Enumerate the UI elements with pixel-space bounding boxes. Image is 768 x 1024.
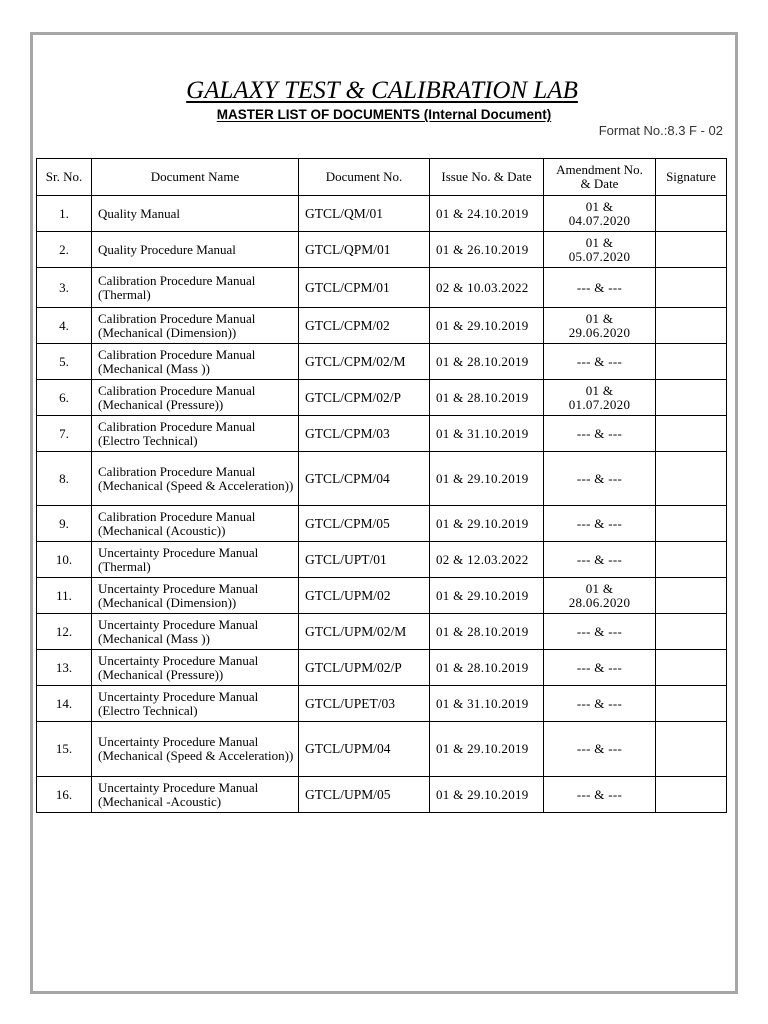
signature-cell[interactable] <box>656 578 727 614</box>
amendment-cell <box>544 344 656 380</box>
amendment-no: --- & --- <box>576 515 623 531</box>
sr-no-cell: 2. <box>37 232 92 268</box>
amendment-date: 05.07.2020 <box>568 248 631 264</box>
sr-no-cell: 3. <box>37 268 92 308</box>
amendment-date: 01.07.2020 <box>568 396 631 412</box>
amendment-cell <box>544 542 656 578</box>
amendment-cell <box>544 232 656 268</box>
amendment-no: --- & --- <box>576 786 623 802</box>
issue-cell: 01 & 29.10.2019 <box>430 452 544 506</box>
amendment-cell <box>544 268 656 308</box>
signature-cell[interactable] <box>656 452 727 506</box>
table-row <box>37 506 727 542</box>
sr-no-cell: 15. <box>37 722 92 777</box>
amendment-cell <box>544 722 656 777</box>
issue-cell: 01 & 28.10.2019 <box>430 380 544 416</box>
issue-cell: 01 & 29.10.2019 <box>430 777 544 813</box>
document-no-cell: GTCL/UPM/02/P <box>299 650 430 686</box>
amendment-no: --- & --- <box>576 659 623 675</box>
document-name-cell: Calibration Procedure Manual (Mechanical (Mass )) <box>92 344 299 380</box>
table-row <box>37 650 727 686</box>
issue-cell: 01 & 24.10.2019 <box>430 196 544 232</box>
table-row <box>37 722 727 777</box>
signature-cell[interactable] <box>656 308 727 344</box>
document-no-cell: GTCL/CPM/03 <box>299 416 430 452</box>
table-header-row <box>37 159 727 196</box>
amendment-cell <box>544 452 656 506</box>
signature-cell[interactable] <box>656 777 727 813</box>
document-name-cell: Quality Procedure Manual <box>92 232 299 268</box>
amendment-no: --- & --- <box>576 279 623 295</box>
amendment-no: --- & --- <box>576 741 623 756</box>
document-name-cell: Calibration Procedure Manual (Mechanical (Speed & Acceleration)) <box>92 452 299 506</box>
amendment-no: --- & --- <box>576 695 623 711</box>
document-name-cell: Calibration Procedure Manual (Mechanical (Pressure)) <box>92 380 299 416</box>
sr-no-cell: 16. <box>37 777 92 813</box>
issue-cell: 02 & 10.03.2022 <box>430 268 544 308</box>
amendment-cell <box>544 650 656 686</box>
document-title <box>30 107 738 123</box>
document-name-cell: Calibration Procedure Manual (Mechanical (Acoustic)) <box>92 506 299 542</box>
amendment-cell <box>544 614 656 650</box>
table-row <box>37 232 727 268</box>
issue-cell: 01 & 29.10.2019 <box>430 506 544 542</box>
document-name-cell: Calibration Procedure Manual (Mechanical (Dimension)) <box>92 308 299 344</box>
document-name-cell: Calibration Procedure Manual (Electro Technical) <box>92 416 299 452</box>
document-name-cell: Uncertainty Procedure Manual (Mechanical (Dimension)) <box>92 578 299 614</box>
amendment-cell <box>544 196 656 232</box>
signature-cell[interactable] <box>656 614 727 650</box>
sr-no-cell: 9. <box>37 506 92 542</box>
amendment-cell <box>544 578 656 614</box>
amendment-cell <box>544 777 656 813</box>
signature-cell[interactable] <box>656 686 727 722</box>
signature-cell[interactable] <box>656 196 727 232</box>
signature-cell[interactable] <box>656 380 727 416</box>
lab-name-heading <box>30 76 738 106</box>
table-row <box>37 542 727 578</box>
issue-cell: 01 & 29.10.2019 <box>430 722 544 777</box>
document-no-cell: GTCL/UPET/03 <box>299 686 430 722</box>
document-name-cell: Calibration Procedure Manual (Thermal) <box>92 268 299 308</box>
issue-cell: 01 & 31.10.2019 <box>430 686 544 722</box>
signature-cell[interactable] <box>656 416 727 452</box>
amendment-date: 04.07.2020 <box>568 212 631 228</box>
format-number: Format No.:8.3 F - 02 <box>598 123 723 138</box>
amendment-cell <box>544 416 656 452</box>
table-row <box>37 268 727 308</box>
sr-no-cell: 8. <box>37 452 92 506</box>
sr-no-cell: 1. <box>37 196 92 232</box>
amendment-cell <box>544 686 656 722</box>
sr-no-cell: 10. <box>37 542 92 578</box>
sr-no-cell: 11. <box>37 578 92 614</box>
document-title-text: MASTER LIST OF DOCUMENTS (Internal Document) <box>216 107 552 122</box>
column-header-sr-no: Sr. No. <box>37 159 92 196</box>
table-row <box>37 308 727 344</box>
document-name-cell: Uncertainty Procedure Manual (Mechanical (Pressure)) <box>92 650 299 686</box>
issue-cell: 01 & 26.10.2019 <box>430 232 544 268</box>
issue-cell: 01 & 28.10.2019 <box>430 344 544 380</box>
signature-cell[interactable] <box>656 650 727 686</box>
signature-cell[interactable] <box>656 506 727 542</box>
column-header-signature: Signature <box>656 159 727 196</box>
amendment-cell <box>544 308 656 344</box>
issue-cell: 01 & 29.10.2019 <box>430 308 544 344</box>
document-name-cell: Uncertainty Procedure Manual (Mechanical (Speed & Acceleration)) <box>92 722 299 777</box>
issue-cell: 01 & 28.10.2019 <box>430 650 544 686</box>
document-no-cell: GTCL/CPM/02/P <box>299 380 430 416</box>
table-row <box>37 686 727 722</box>
document-name-cell: Uncertainty Procedure Manual (Mechanical -Acoustic) <box>92 777 299 813</box>
lab-name-text: GALAXY TEST & CALIBRATION LAB <box>186 77 578 104</box>
document-no-cell: GTCL/UPM/04 <box>299 722 430 777</box>
issue-cell: 01 & 28.10.2019 <box>430 614 544 650</box>
master-document-table <box>36 158 727 813</box>
document-no-cell: GTCL/UPT/01 <box>299 542 430 578</box>
table-row <box>37 578 727 614</box>
amendment-no: --- & --- <box>576 470 623 486</box>
document-no-cell: GTCL/UPM/02 <box>299 578 430 614</box>
amendment-date: 29.06.2020 <box>568 324 631 340</box>
document-no-cell: GTCL/CPM/05 <box>299 506 430 542</box>
document-no-cell: GTCL/CPM/02 <box>299 308 430 344</box>
sr-no-cell: 6. <box>37 380 92 416</box>
table-row <box>37 614 727 650</box>
document-no-cell: GTCL/CPM/01 <box>299 268 430 308</box>
table-body <box>37 196 727 813</box>
signature-cell[interactable] <box>656 542 727 578</box>
document-name-cell: Uncertainty Procedure Manual (Thermal) <box>92 542 299 578</box>
table-row <box>37 777 727 813</box>
signature-cell[interactable] <box>656 232 727 268</box>
amendment-no: 01 & <box>585 580 614 596</box>
amendment-date: 28.06.2020 <box>568 594 631 610</box>
document-no-cell: GTCL/UPM/02/M <box>299 614 430 650</box>
signature-cell[interactable] <box>656 268 727 308</box>
issue-cell: 01 & 29.10.2019 <box>430 578 544 614</box>
document-name-cell: Uncertainty Procedure Manual (Mechanical (Mass )) <box>92 614 299 650</box>
issue-cell: 02 & 12.03.2022 <box>430 542 544 578</box>
amendment-no: --- & --- <box>576 551 623 567</box>
table-row <box>37 416 727 452</box>
document-name-cell: Quality Manual <box>92 196 299 232</box>
amendment-no: --- & --- <box>576 353 623 369</box>
table-row <box>37 452 727 506</box>
signature-cell[interactable] <box>656 722 727 777</box>
sr-no-cell: 7. <box>37 416 92 452</box>
amendment-no: --- & --- <box>576 425 623 441</box>
amendment-no: --- & --- <box>576 623 623 639</box>
sr-no-cell: 13. <box>37 650 92 686</box>
document-name-cell: Uncertainty Procedure Manual (Electro Technical) <box>92 686 299 722</box>
table-row <box>37 196 727 232</box>
amendment-no: 01 & <box>585 310 614 326</box>
issue-cell: 01 & 31.10.2019 <box>430 416 544 452</box>
sr-no-cell: 14. <box>37 686 92 722</box>
document-no-cell: GTCL/CPM/02/M <box>299 344 430 380</box>
table-row <box>37 344 727 380</box>
sr-no-cell: 12. <box>37 614 92 650</box>
column-header-issue: Issue No. & Date <box>430 159 544 196</box>
document-no-cell: GTCL/QM/01 <box>299 196 430 232</box>
amendment-no: 01 & <box>585 198 614 214</box>
document-no-cell: GTCL/QPM/01 <box>299 232 430 268</box>
signature-cell[interactable] <box>656 344 727 380</box>
document-no-cell: GTCL/CPM/04 <box>299 452 430 506</box>
sr-no-cell: 4. <box>37 308 92 344</box>
amendment-no: 01 & <box>585 382 614 398</box>
sr-no-cell: 5. <box>37 344 92 380</box>
column-header-document-name: Document Name <box>92 159 299 196</box>
amendment-cell <box>544 380 656 416</box>
document-no-cell: GTCL/UPM/05 <box>299 777 430 813</box>
table-row <box>37 380 727 416</box>
column-header-amendment: Amendment No. & Date <box>544 159 656 196</box>
amendment-cell <box>544 506 656 542</box>
amendment-no: 01 & <box>585 234 614 250</box>
column-header-document-no: Document No. <box>299 159 430 196</box>
